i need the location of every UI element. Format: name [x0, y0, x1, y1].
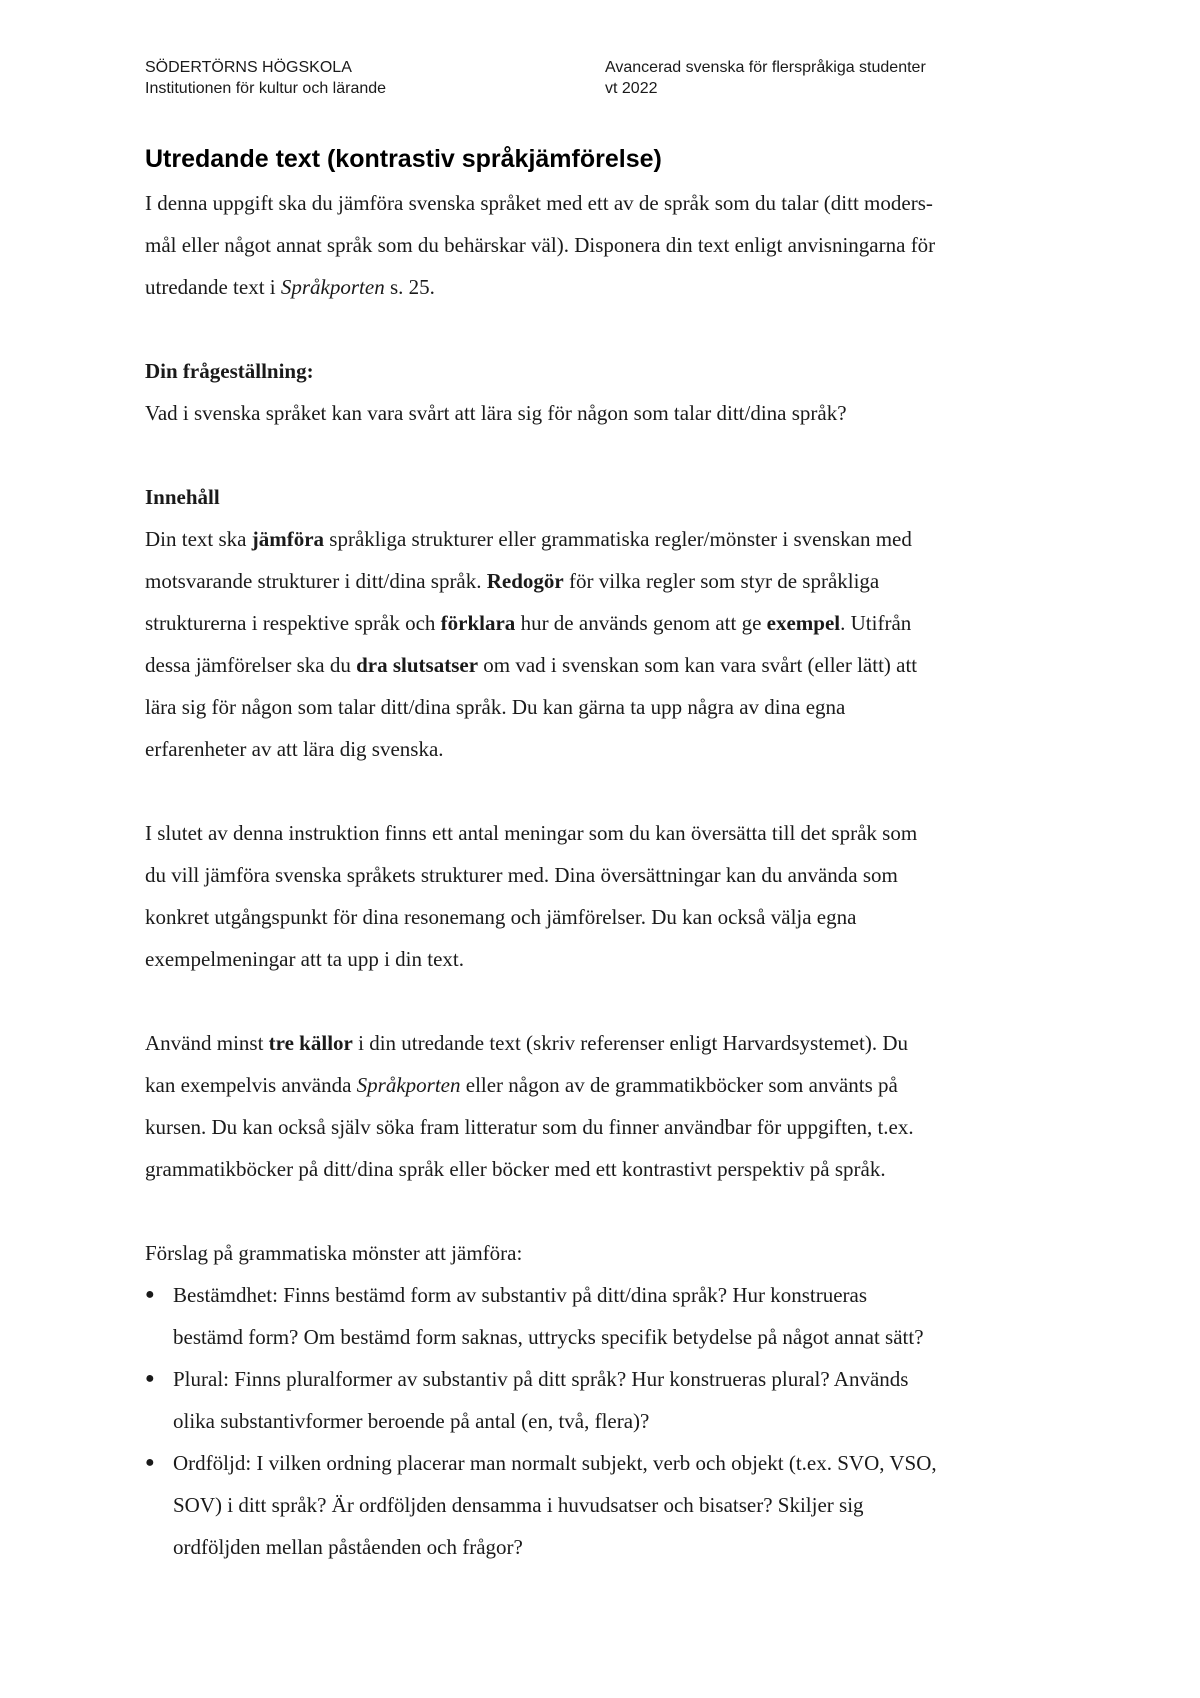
intro-text: utredande text i [145, 275, 281, 299]
intro-line: I denna uppgift ska du jämföra svenska språket med ett av de språk som du talar (ditt moders- [145, 191, 933, 215]
header-left [145, 57, 595, 99]
keyword-compare: jämföra [251, 527, 325, 551]
content-line: erfarenheter av att lära dig svenska. [145, 737, 444, 761]
text-run: om vad i svenskan som kan vara svårt (eller lätt) att [478, 653, 918, 677]
list-item-line: ordföljden mellan påståenden och frågor? [173, 1535, 523, 1559]
list-item [145, 1274, 1075, 1358]
institution-name: SÖDERTÖRNS HÖGSKOLA [145, 59, 352, 76]
spacer [145, 434, 1075, 476]
list-item [145, 1358, 1075, 1442]
intro-paragraph [145, 182, 1075, 308]
question-text: Vad i svenska språket kan vara svårt att lära sig för någon som talar ditt/dina språk? [145, 401, 847, 425]
list-item-line: Ordföljd: I vilken ordning placerar man normalt subjekt, verb och objekt (t.ex. SVO, VSO, [173, 1451, 937, 1475]
document-body [145, 142, 1075, 1568]
keyword-conclusions: dra slutsatser [356, 653, 479, 677]
keyword-three-sources: tre källor [268, 1031, 353, 1055]
content-line [145, 602, 1075, 644]
keyword-explain: förklara [440, 611, 516, 635]
suggestions-list [145, 1274, 1075, 1568]
sources-line: grammatikböcker på ditt/dina språk eller böcker med ett kontrastivt perspektiv på språk. [145, 1157, 886, 1181]
document-title: Utredande text (kontrastiv språkjämförelse) [145, 145, 662, 173]
translation-paragraph [145, 812, 1075, 980]
content-heading: Innehåll [145, 485, 220, 509]
intro-text: s. 25. [384, 275, 435, 299]
translation-line: du vill jämföra svenska språkets strukturer med. Dina översättningar kan du använda som [145, 863, 898, 887]
bullet-icon: ● [145, 1370, 155, 1387]
question-heading: Din frågeställning: [145, 359, 314, 383]
text-run: . Utifrån [840, 611, 912, 635]
department-name: Institutionen för kultur och lärande [145, 80, 387, 97]
bullet-icon: ● [145, 1454, 155, 1471]
content-line: lära sig för någon som talar ditt/dina språk. Du kan gärna ta upp några av dina egna [145, 695, 846, 719]
text-run: i din utredande text (skriv referenser enligt Harvardsystemet). Du [352, 1031, 908, 1055]
translation-line: konkret utgångspunkt för dina resonemang och jämförelser. Du kan också välja egna [145, 905, 857, 929]
book-title: Språkporten [280, 275, 385, 299]
text-run: dessa jämförelser ska du [145, 653, 357, 677]
list-item-line: SOV) i ditt språk? Är ordföljden densamma i huvudsatser och bisatser? Skiljer sig [173, 1493, 864, 1517]
term: vt 2022 [605, 80, 658, 97]
keyword-example: exempel [766, 611, 841, 635]
text-run: Din text ska [145, 527, 252, 551]
spacer [145, 1190, 1075, 1232]
text-run: språkliga strukturer eller grammatiska regler/mönster i svenskan med [324, 527, 912, 551]
course-name: Avancerad svenska för flerspråkiga studenter [605, 59, 926, 76]
sources-line: kursen. Du kan också själv söka fram litteratur som du finner användbar för uppgiften, t.ex. [145, 1115, 914, 1139]
book-title: Språkporten [356, 1073, 461, 1097]
spacer [145, 980, 1075, 1022]
intro-line: mål eller något annat språk som du behärskar väl). Disponera din text enligt anvisningarna för [145, 233, 936, 257]
text-run: för vilka regler som styr de språkliga [563, 569, 880, 593]
sources-line [145, 1022, 1075, 1064]
spacer [145, 308, 1075, 350]
keyword-account: Redogör [486, 569, 564, 593]
list-item-line: olika substantivformer beroende på antal (en, två, flera)? [173, 1409, 650, 1433]
header-right [605, 57, 1055, 99]
list-item-line: Bestämdhet: Finns bestämd form av substantiv på ditt/dina språk? Hur konstrueras [173, 1283, 868, 1307]
list-item [145, 1442, 1075, 1568]
content-paragraph [145, 518, 1075, 770]
sources-line [145, 1064, 1075, 1106]
spacer [145, 770, 1075, 812]
translation-line: exempelmeningar att ta upp i din text. [145, 947, 464, 971]
content-line [145, 560, 1075, 602]
list-item-line: bestämd form? Om bestämd form saknas, uttrycks specifik betydelse på något annat sätt? [173, 1325, 924, 1349]
text-run: strukturerna i respektive språk och [145, 611, 441, 635]
intro-line [145, 266, 1075, 308]
text-run: Använd minst [145, 1031, 269, 1055]
list-item-line: Plural: Finns pluralformer av substantiv på ditt språk? Hur konstrueras plural? Används [173, 1367, 909, 1391]
text-run: eller någon av de grammatikböcker som använts på [460, 1073, 898, 1097]
bullet-icon: ● [145, 1286, 155, 1303]
content-line [145, 644, 1075, 686]
text-run: motsvarande strukturer i ditt/dina språk. [145, 569, 487, 593]
sources-paragraph [145, 1022, 1075, 1190]
translation-line: I slutet av denna instruktion finns ett antal meningar som du kan översätta till det språk som [145, 821, 918, 845]
text-run: kan exempelvis använda [145, 1073, 357, 1097]
content-line [145, 518, 1075, 560]
text-run: hur de används genom att ge [515, 611, 767, 635]
suggestions-intro: Förslag på grammatiska mönster att jämföra: [145, 1241, 523, 1265]
